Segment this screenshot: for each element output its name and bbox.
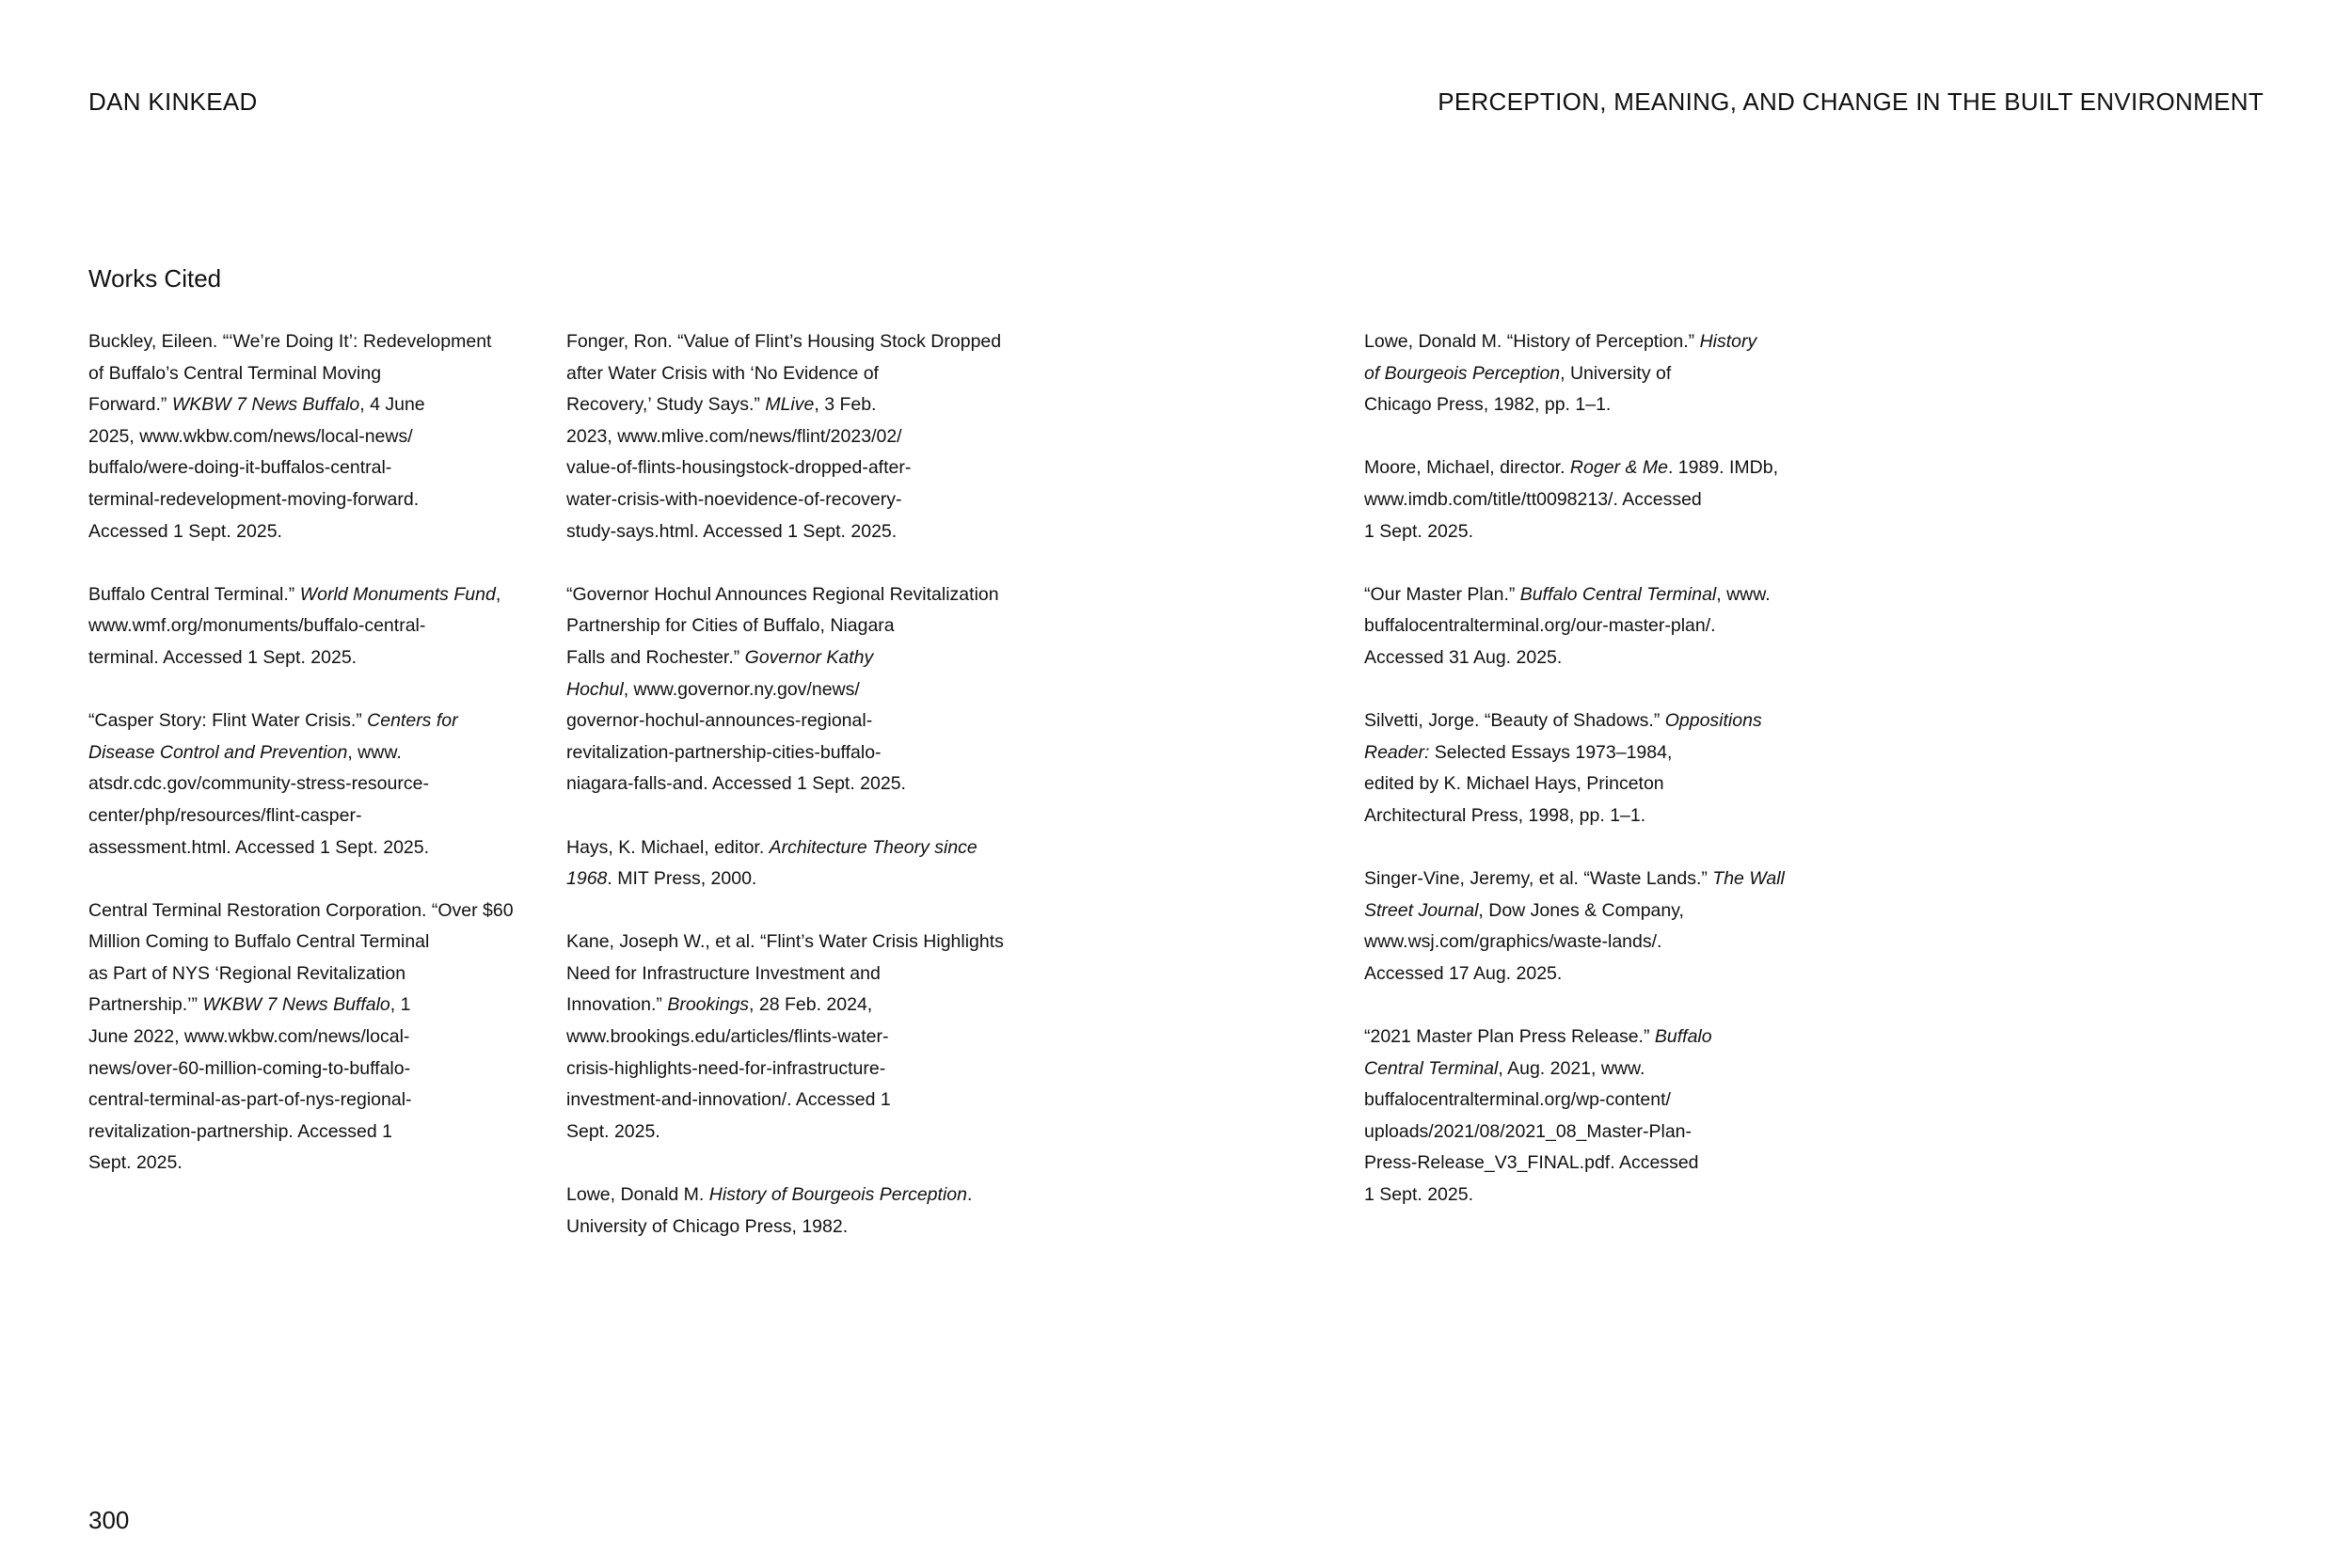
citation-text: study-says.html. Accessed 1 Sept. 2025. bbox=[566, 520, 898, 542]
citation-line bbox=[1364, 895, 1853, 927]
citation-text: Sept. 2025. bbox=[88, 1152, 183, 1174]
citation-text: terminal. Accessed 1 Sept. 2025. bbox=[88, 646, 358, 668]
citation-entry bbox=[566, 832, 1056, 895]
citation-text: Buckley, Eileen. “‘We’re Doing It’: Redevelopment bbox=[88, 331, 492, 352]
citation-entry bbox=[566, 579, 1056, 800]
citation-line bbox=[566, 958, 1056, 990]
citation-line bbox=[566, 579, 1056, 611]
citation-line bbox=[88, 1022, 531, 1053]
citation-line bbox=[1364, 452, 1853, 484]
citation-line bbox=[88, 800, 531, 832]
citation-line bbox=[88, 452, 531, 484]
citation-italic-text: Oppositions bbox=[1664, 710, 1762, 732]
citation-text: “Governor Hochul Announces Regional Revitalization bbox=[566, 583, 999, 605]
running-head-title: PERCEPTION, MEANING, AND CHANGE IN THE BUILT ENVIRONMENT bbox=[1438, 87, 2264, 116]
citation-text: Hays, K. Michael, editor. bbox=[566, 836, 770, 858]
citation-line bbox=[566, 421, 1056, 453]
citation-line bbox=[1364, 358, 1853, 390]
citation-entry bbox=[88, 579, 531, 674]
citation-italic-text: WKBW 7 News Buffalo bbox=[202, 994, 390, 1016]
citation-entry bbox=[1364, 1022, 1853, 1212]
citation-line bbox=[566, 1212, 1056, 1243]
citation-text: Silvetti, Jorge. “Beauty of Shadows.” bbox=[1364, 710, 1665, 732]
citation-text: Kane, Joseph W., et al. “Flint’s Water Crisis Highlights bbox=[566, 931, 1004, 953]
citation-line bbox=[1364, 800, 1853, 832]
citation-italic-text: History of Bourgeois Perception bbox=[708, 1184, 967, 1206]
citation-entry bbox=[566, 927, 1056, 1148]
citation-line bbox=[1364, 927, 1853, 958]
citation-text: buffalo/were-doing-it-buffalos-central- bbox=[88, 457, 392, 479]
citation-entry bbox=[566, 326, 1056, 547]
citation-text: buffalocentralterminal.org/our-master-plan/. bbox=[1364, 615, 1716, 637]
citation-text: , Aug. 2021, www. bbox=[1498, 1057, 1645, 1079]
citation-line bbox=[88, 484, 531, 516]
citation-text: , University of bbox=[1560, 362, 1672, 384]
citation-text: water-crisis-with-noevidence-of-recovery- bbox=[566, 488, 902, 510]
citation-italic-text: Centers for bbox=[367, 710, 458, 732]
citation-text: Architectural Press, 1998, pp. 1–1. bbox=[1364, 804, 1646, 826]
citation-italic-text: Roger & Me bbox=[1569, 457, 1668, 479]
citation-line bbox=[1364, 1053, 1853, 1085]
citation-text: central-terminal-as-part-of-nys-regional- bbox=[88, 1089, 412, 1111]
citation-text: after Water Crisis with ‘No Evidence of bbox=[566, 362, 879, 384]
citation-text: , www.governor.ny.gov/news/ bbox=[623, 678, 860, 700]
citation-entry bbox=[1364, 326, 1853, 421]
citation-italic-text: World Monuments Fund bbox=[299, 583, 496, 605]
citation-text: , 3 Feb. bbox=[814, 394, 877, 416]
citation-entry bbox=[566, 1180, 1056, 1243]
citation-line bbox=[566, 326, 1056, 358]
citation-entry bbox=[1364, 579, 1853, 674]
citation-line bbox=[566, 389, 1056, 421]
citation-text: Partnership.’” bbox=[88, 994, 203, 1016]
citation-line bbox=[566, 863, 1056, 895]
citation-line bbox=[566, 1085, 1056, 1117]
citation-italic-text: 1968 bbox=[566, 868, 608, 890]
citation-line bbox=[1364, 705, 1853, 737]
citation-text: news/over-60-million-coming-to-buffalo- bbox=[88, 1057, 411, 1079]
works-cited-heading: Works Cited bbox=[88, 264, 222, 293]
citation-line bbox=[566, 452, 1056, 484]
citation-text: Accessed 1 Sept. 2025. bbox=[88, 520, 282, 542]
citation-text: buffalocentralterminal.org/wp-content/ bbox=[1364, 1089, 1671, 1111]
citation-line bbox=[1364, 768, 1853, 800]
citation-text: University of Chicago Press, 1982. bbox=[566, 1215, 849, 1237]
citation-line bbox=[566, 990, 1056, 1022]
citation-text: niagara-falls-and. Accessed 1 Sept. 2025. bbox=[566, 773, 906, 795]
citation-text: , Dow Jones & Company, bbox=[1478, 899, 1684, 921]
citation-text: Partnership for Cities of Buffalo, Niagara bbox=[566, 615, 895, 637]
citation-text: , 28 Feb. 2024, bbox=[749, 994, 873, 1016]
citation-text: edited by K. Michael Hays, Princeton bbox=[1364, 773, 1664, 795]
citation-line bbox=[566, 484, 1056, 516]
citation-line bbox=[1364, 1148, 1853, 1180]
citation-line bbox=[1364, 958, 1853, 990]
citation-line bbox=[1364, 516, 1853, 548]
citation-text: www.wsj.com/graphics/waste-lands/. bbox=[1364, 931, 1662, 953]
citation-line bbox=[88, 1148, 531, 1180]
citation-text: , www. bbox=[347, 741, 402, 763]
citation-entry bbox=[1364, 863, 1853, 990]
citation-text: Accessed 17 Aug. 2025. bbox=[1364, 962, 1563, 984]
citation-entry bbox=[88, 705, 531, 863]
citation-text: . MIT Press, 2000. bbox=[607, 868, 757, 890]
citation-text: Innovation.” bbox=[566, 994, 668, 1016]
citation-italic-text: Governor Kathy bbox=[744, 646, 874, 668]
citation-text: crisis-highlights-need-for-infrastructure- bbox=[566, 1057, 886, 1079]
citation-text: www.wmf.org/monuments/buffalo-central- bbox=[88, 615, 426, 637]
citation-text: “Our Master Plan.” bbox=[1364, 583, 1520, 605]
citation-italic-text: Disease Control and Prevention bbox=[88, 741, 348, 763]
citation-text: , 1 bbox=[389, 994, 411, 1016]
citation-text: uploads/2021/08/2021_08_Master-Plan- bbox=[1364, 1120, 1692, 1142]
citation-text: . bbox=[966, 1184, 973, 1206]
citation-text: as Part of NYS ‘Regional Revitalization bbox=[88, 962, 406, 984]
citation-italic-text: Reader: bbox=[1364, 741, 1430, 763]
citation-line bbox=[566, 1022, 1056, 1053]
citation-line bbox=[1364, 1117, 1853, 1148]
citation-line bbox=[566, 768, 1056, 800]
citation-text: Lowe, Donald M. bbox=[566, 1184, 709, 1206]
citation-line bbox=[566, 832, 1056, 864]
citation-line bbox=[88, 516, 531, 548]
citation-line bbox=[88, 895, 531, 927]
citation-italic-text: Hochul bbox=[566, 678, 624, 700]
citation-line bbox=[1364, 737, 1853, 769]
citation-text: . 1989. IMDb, bbox=[1667, 457, 1779, 479]
citation-text: value-of-flints-housingstock-dropped-after- bbox=[566, 457, 912, 479]
citation-line bbox=[88, 768, 531, 800]
citation-line bbox=[88, 389, 531, 421]
citation-text: Recovery,’ Study Says.” bbox=[566, 394, 766, 416]
citation-line bbox=[566, 1180, 1056, 1212]
citation-line bbox=[88, 1053, 531, 1085]
citation-italic-text: MLive bbox=[765, 394, 815, 416]
citation-text: 1 Sept. 2025. bbox=[1364, 520, 1474, 542]
citation-text: Forward.” bbox=[88, 394, 172, 416]
citation-line bbox=[566, 358, 1056, 390]
citation-line bbox=[566, 705, 1056, 737]
citation-text: governor-hochul-announces-regional- bbox=[566, 710, 873, 732]
citation-line bbox=[566, 1053, 1056, 1085]
citation-entry bbox=[1364, 705, 1853, 832]
citation-line bbox=[88, 927, 531, 958]
citations-column-2 bbox=[566, 326, 1056, 1275]
citation-text: , bbox=[495, 583, 501, 605]
citation-line bbox=[1364, 642, 1853, 674]
citation-line bbox=[88, 326, 531, 358]
citation-line bbox=[566, 927, 1056, 958]
citation-line bbox=[88, 579, 531, 611]
citation-line bbox=[88, 705, 531, 737]
citation-line bbox=[1364, 1180, 1853, 1212]
citation-line bbox=[566, 737, 1056, 769]
citation-text: Singer-Vine, Jeremy, et al. “Waste Lands.” bbox=[1364, 868, 1713, 890]
citation-text: Need for Infrastructure Investment and bbox=[566, 962, 881, 984]
citation-text: Buffalo Central Terminal.” bbox=[88, 583, 300, 605]
citation-line bbox=[1364, 484, 1853, 516]
citation-line bbox=[88, 610, 531, 642]
citation-text: of Buffalo’s Central Terminal Moving bbox=[88, 362, 382, 384]
citation-entry bbox=[88, 895, 531, 1180]
citation-text: , 4 June bbox=[359, 394, 425, 416]
citation-line bbox=[88, 1085, 531, 1117]
citation-italic-text: Street Journal bbox=[1364, 899, 1479, 921]
citations-column-1 bbox=[88, 326, 531, 1212]
citation-line bbox=[566, 610, 1056, 642]
citation-line bbox=[88, 958, 531, 990]
citation-text: assessment.html. Accessed 1 Sept. 2025. bbox=[88, 836, 430, 858]
citation-text: Fonger, Ron. “Value of Flint’s Housing Stock Dropped bbox=[566, 331, 1002, 352]
citation-italic-text: WKBW 7 News Buffalo bbox=[171, 394, 360, 416]
citation-text: center/php/resources/flint-casper- bbox=[88, 804, 362, 826]
citation-text: www.imdb.com/title/tt0098213/. Accessed bbox=[1364, 488, 1702, 510]
citation-line bbox=[1364, 389, 1853, 421]
citation-text: Sept. 2025. bbox=[566, 1120, 660, 1142]
citation-line bbox=[1364, 326, 1853, 358]
citation-line bbox=[88, 832, 531, 864]
citation-text: Central Terminal Restoration Corporation. “Over $60 bbox=[88, 899, 514, 921]
citation-line bbox=[1364, 1085, 1853, 1117]
citation-line bbox=[88, 642, 531, 674]
citation-line bbox=[566, 1117, 1056, 1148]
citation-line bbox=[88, 990, 531, 1022]
citation-text: Press-Release_V3_FINAL.pdf. Accessed bbox=[1364, 1152, 1699, 1174]
citation-line bbox=[88, 358, 531, 390]
citation-line bbox=[1364, 863, 1853, 895]
citation-text: 2025, www.wkbw.com/news/local-news/ bbox=[88, 425, 413, 447]
citation-text: Falls and Rochester.” bbox=[566, 646, 745, 668]
citation-text: investment-and-innovation/. Accessed 1 bbox=[566, 1089, 891, 1111]
citation-line bbox=[1364, 610, 1853, 642]
citation-italic-text: Brookings bbox=[667, 994, 750, 1016]
citation-italic-text: History bbox=[1699, 331, 1757, 352]
citation-line bbox=[1364, 1022, 1853, 1053]
citation-line bbox=[1364, 579, 1853, 611]
page-number: 300 bbox=[88, 1506, 130, 1534]
citation-italic-text: Central Terminal bbox=[1364, 1057, 1499, 1079]
citation-text: Chicago Press, 1982, pp. 1–1. bbox=[1364, 394, 1612, 416]
citation-text: Moore, Michael, director. bbox=[1364, 457, 1570, 479]
citation-line bbox=[566, 674, 1056, 706]
citation-text: revitalization-partnership-cities-buffalo- bbox=[566, 741, 882, 763]
citation-text: Selected Essays 1973–1984, bbox=[1429, 741, 1673, 763]
citation-text: terminal-redevelopment-moving-forward. bbox=[88, 488, 420, 510]
citation-text: “Casper Story: Flint Water Crisis.” bbox=[88, 710, 368, 732]
citation-italic-text: Architecture Theory since bbox=[769, 836, 977, 858]
running-head-author: DAN KINKEAD bbox=[88, 87, 258, 116]
citation-line bbox=[88, 737, 531, 769]
citation-italic-text: The Wall bbox=[1712, 868, 1785, 890]
citation-text: Million Coming to Buffalo Central Terminal bbox=[88, 931, 430, 953]
citation-text: 1 Sept. 2025. bbox=[1364, 1184, 1474, 1206]
citation-line bbox=[566, 642, 1056, 674]
citations-column-3 bbox=[1364, 326, 1853, 1243]
citation-text: www.brookings.edu/articles/flints-water- bbox=[566, 1026, 889, 1048]
citation-line bbox=[566, 516, 1056, 548]
citation-entry bbox=[88, 326, 531, 547]
citation-line bbox=[88, 1117, 531, 1148]
citation-italic-text: Buffalo Central Terminal bbox=[1519, 583, 1717, 605]
citation-text: 2023, www.mlive.com/news/flint/2023/02/ bbox=[566, 425, 902, 447]
citation-line bbox=[88, 421, 531, 453]
citation-entry bbox=[1364, 452, 1853, 547]
citation-italic-text: Buffalo bbox=[1654, 1026, 1712, 1048]
citation-text: atsdr.cdc.gov/community-stress-resource- bbox=[88, 773, 429, 795]
citation-italic-text: of Bourgeois Perception bbox=[1364, 362, 1561, 384]
citation-text: Accessed 31 Aug. 2025. bbox=[1364, 646, 1563, 668]
citation-text: revitalization-partnership. Accessed 1 bbox=[88, 1120, 392, 1142]
citation-text: “2021 Master Plan Press Release.” bbox=[1364, 1026, 1655, 1048]
citation-text: June 2022, www.wkbw.com/news/local- bbox=[88, 1026, 410, 1048]
citation-text: , www. bbox=[1716, 583, 1771, 605]
citation-text: Lowe, Donald M. “History of Perception.” bbox=[1364, 331, 1700, 352]
